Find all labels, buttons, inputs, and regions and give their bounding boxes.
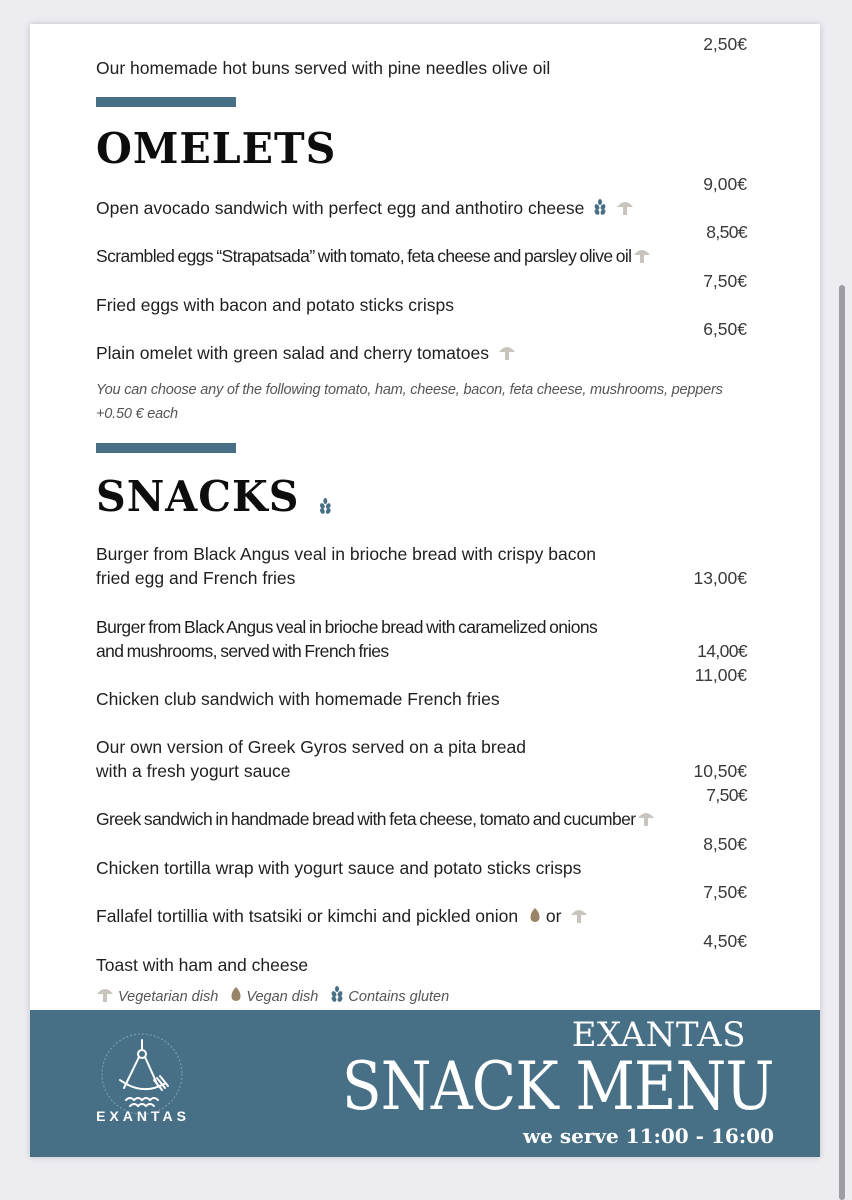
note-line: You can choose any of the following tomato, ham, cheese, bacon, feta cheese, mushrooms, peppers bbox=[96, 382, 723, 398]
item-price: 7,50€ bbox=[703, 271, 747, 291]
vegetarian-icon bbox=[96, 986, 114, 1003]
gluten-icon bbox=[593, 199, 607, 216]
vegetarian-icon bbox=[637, 810, 655, 827]
item-name: Chicken tortilla wrap with yogurt sauce and potato sticks crisps bbox=[96, 858, 582, 878]
footer-hours: we serve 11:00 - 16:00 bbox=[522, 1124, 774, 1148]
item-price: 11,00€ bbox=[694, 665, 747, 685]
gluten-icon bbox=[330, 986, 344, 1003]
menu-item bbox=[96, 542, 747, 590]
vegetarian-icon bbox=[498, 344, 516, 361]
menu-item bbox=[96, 735, 747, 783]
menu-item bbox=[96, 615, 747, 663]
vegan-icon bbox=[230, 987, 242, 1003]
section-divider bbox=[96, 97, 236, 107]
menu-page bbox=[30, 24, 820, 1157]
vegetarian-icon bbox=[570, 907, 588, 924]
item-name: Fried eggs with bacon and potato sticks crisps bbox=[96, 295, 454, 315]
section-title-snacks bbox=[96, 472, 332, 521]
item-price: 8,50€ bbox=[706, 222, 747, 242]
dietary-legend bbox=[92, 986, 453, 1005]
scrollbar-thumb[interactable] bbox=[839, 285, 845, 1200]
item-price: 13,00€ bbox=[693, 568, 747, 588]
item-name: Greek sandwich in handmade bread with feta cheese, tomato and cucumber bbox=[96, 809, 636, 829]
footer-brand: EXANTAS bbox=[571, 1015, 746, 1055]
item-price: 7,50€ bbox=[703, 882, 747, 902]
item-name-line2: and mushrooms, served with French fries bbox=[96, 641, 389, 661]
vegetarian-icon bbox=[616, 199, 634, 216]
item-name: Our homemade hot buns served with pine needles olive oil bbox=[96, 58, 551, 78]
legend-vegetarian: Vegetarian dish bbox=[118, 989, 219, 1005]
item-price: 6,50€ bbox=[703, 319, 747, 339]
section-divider bbox=[96, 443, 236, 453]
omelet-extras-note bbox=[96, 378, 747, 426]
logo-wordmark: EXANTAS bbox=[96, 1108, 190, 1124]
item-name: Our own version of Greek Gyros served on a pita bread bbox=[96, 737, 526, 757]
item-name: Open avocado sandwich with perfect egg and anthotiro cheese bbox=[96, 198, 585, 218]
item-name: Burger from Black Angus veal in brioche bread with caramelized onions bbox=[96, 617, 598, 637]
vegan-icon bbox=[529, 908, 541, 924]
item-name-line2: with a fresh yogurt sauce bbox=[96, 761, 291, 781]
section-title-text: SNACKS bbox=[96, 472, 300, 521]
vegetarian-icon bbox=[633, 247, 651, 264]
item-name: Toast with ham and cheese bbox=[96, 955, 309, 975]
item-price: 9,00€ bbox=[703, 174, 747, 194]
item-name: Scrambled eggs “Strapatsada” with tomato, feta cheese and parsley olive oil bbox=[96, 246, 632, 266]
item-name-line2: fried egg and French fries bbox=[96, 568, 296, 588]
item-price: 7,50€ bbox=[706, 785, 747, 805]
menu-footer-banner bbox=[30, 1010, 820, 1157]
legend-vegan: Vegan dish bbox=[246, 989, 319, 1005]
footer-title: SNACK MENU bbox=[342, 1048, 774, 1125]
item-name: Burger from Black Angus veal in brioche bread with crispy bacon bbox=[96, 544, 596, 564]
section-title-omelets: OMELETS bbox=[96, 124, 337, 173]
note-line: +0.50 € each bbox=[96, 406, 178, 422]
item-price: 14,00€ bbox=[697, 641, 747, 661]
gluten-icon bbox=[319, 498, 333, 515]
item-name: Plain omelet with green salad and cherry tomatoes bbox=[96, 343, 489, 363]
legend-gluten: Contains gluten bbox=[348, 989, 450, 1005]
or-text: or bbox=[545, 906, 562, 926]
item-price: 8,50€ bbox=[703, 834, 747, 854]
item-name: Chicken club sandwich with homemade French fries bbox=[96, 689, 500, 709]
item-price: 4,50€ bbox=[703, 931, 747, 951]
item-price: 2,50€ bbox=[703, 34, 747, 54]
item-name: Fallafel tortillia with tsatsiki or kimchi and pickled onion bbox=[96, 906, 519, 926]
item-price: 10,50€ bbox=[693, 761, 747, 781]
